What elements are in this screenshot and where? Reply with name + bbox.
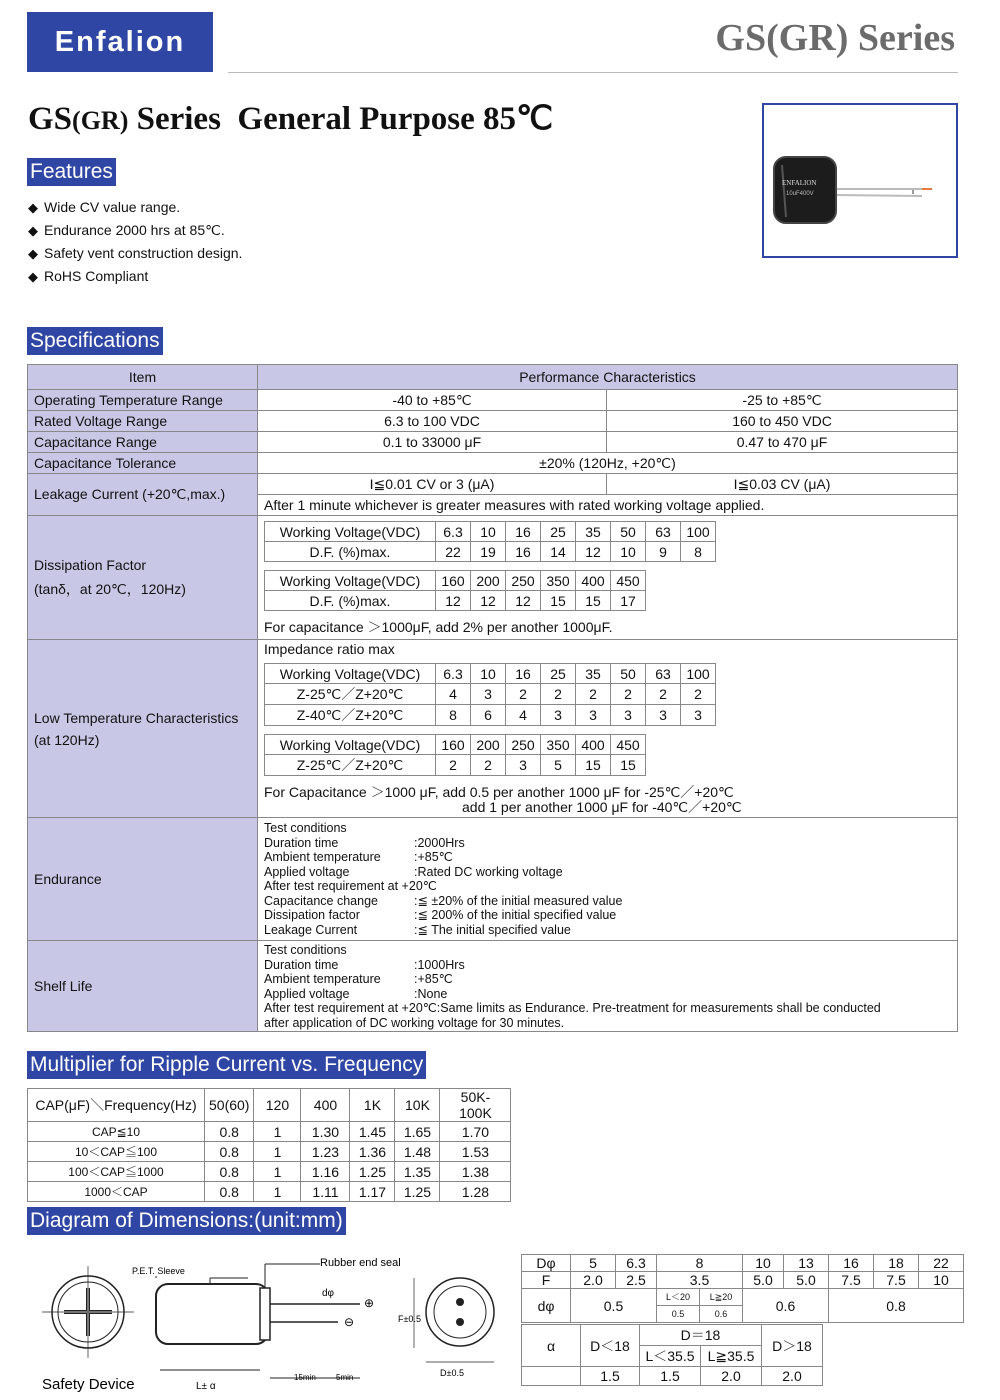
- row-label: Dφ: [522, 1255, 571, 1272]
- shelf-after-2: after application of DC working voltage for 30 minutes.: [264, 1015, 565, 1030]
- df-cell: 15: [576, 591, 611, 611]
- ltc-table-2: [264, 734, 646, 776]
- d-dimension-label: D±0.5: [440, 1368, 464, 1378]
- cell: 1.11: [301, 1182, 350, 1202]
- cell: 5.0: [784, 1272, 829, 1289]
- ripple-heading: Multiplier for Ripple Current vs. Frequency: [27, 1051, 426, 1079]
- kv-key: Ambient temperature: [264, 972, 381, 986]
- table-row: [28, 390, 958, 411]
- capacitor-side-view: [156, 1264, 360, 1378]
- row-label: Operating Temperature Range: [28, 390, 258, 411]
- table-row: [522, 1289, 964, 1306]
- df-cell: 22: [436, 542, 471, 562]
- wv-cell: 200: [471, 571, 506, 591]
- table-row: [28, 411, 958, 432]
- cell: 8: [657, 1255, 743, 1272]
- capacitor-image: [764, 105, 956, 256]
- wv-cell: 100: [681, 664, 716, 684]
- shelf-after-1: After test requirement at +20℃:Same limits as Endurance. Pre-treatment for measurements shall be conducted: [264, 1001, 881, 1015]
- cell: 2.0: [571, 1272, 616, 1289]
- cell: 1.5: [581, 1367, 640, 1386]
- cell: 6.3: [616, 1255, 657, 1272]
- cell: 0.1 to 33000 μF: [258, 432, 607, 453]
- cell: 13: [784, 1255, 829, 1272]
- kv-key: Capacitance change: [264, 893, 378, 908]
- pet-sleeve-label: P.E.T. Sleeve: [132, 1266, 185, 1276]
- kv-key: Ambient temperature: [264, 850, 381, 864]
- wv-label: Working Voltage(VDC): [265, 522, 436, 542]
- cell: L＜35.5: [640, 1346, 701, 1367]
- wv-cell: 6.3: [436, 522, 471, 542]
- table-row: [28, 1162, 511, 1182]
- df-table-1: [264, 521, 716, 562]
- ripple-table: [27, 1088, 511, 1202]
- z25-label: Z-25℃／Z+20℃: [265, 684, 436, 705]
- feature-item: ◆ Safety vent construction design.: [28, 242, 242, 265]
- header-divider: [228, 72, 958, 73]
- ltc-cell: [258, 640, 958, 818]
- df-cell: 17: [611, 591, 646, 611]
- df-cell: 9: [646, 542, 681, 562]
- table-row: [28, 640, 958, 818]
- row-label: Shelf Life: [28, 941, 258, 1032]
- table-row: [28, 941, 958, 1032]
- df-cell: 19: [471, 542, 506, 562]
- ripple-header: 120: [254, 1089, 301, 1122]
- z-cell: 2: [506, 684, 541, 705]
- z-cell: 4: [436, 684, 471, 705]
- cell: 1.53: [440, 1142, 511, 1162]
- row-label: Rated Voltage Range: [28, 411, 258, 432]
- cell: 1.36: [350, 1142, 395, 1162]
- cell: 0.8: [205, 1122, 254, 1142]
- table-row: [522, 1255, 964, 1272]
- rubber-seal-label: Rubber end seal: [320, 1257, 401, 1269]
- wv-cell: 63: [646, 664, 681, 684]
- ltc-note-1: For Capacitance ＞1000 μF, add 0.5 per another 1000 μF for -25℃／+20℃: [264, 784, 734, 800]
- cell: 0.47 to 470 μF: [607, 432, 958, 453]
- cell: I≦0.01 CV or 3 (μA): [258, 474, 607, 495]
- cap-range: 10＜CAP≦100: [28, 1142, 205, 1162]
- cell: 1.25: [350, 1162, 395, 1182]
- cell: 7.5: [874, 1272, 919, 1289]
- df-cell: 14: [541, 542, 576, 562]
- row-label: Capacitance Range: [28, 432, 258, 453]
- cell: 0.6: [743, 1289, 829, 1323]
- wv-cell: 6.3: [436, 664, 471, 684]
- cell: ±20% (120Hz, +20℃): [258, 453, 958, 474]
- ltc-note-2: add 1 per another 1000 μF for -40℃／+20℃: [462, 799, 742, 815]
- ltc-title: Impedance ratio max: [264, 641, 395, 657]
- ltc-label: Low Temperature Characteristics: [34, 709, 239, 726]
- brand-logo: [27, 12, 213, 72]
- f-dimension-label: F±0.5: [398, 1314, 421, 1324]
- z-cell: 3: [646, 705, 681, 726]
- positive-mark: ⊕: [364, 1296, 375, 1310]
- cell: 18: [874, 1255, 919, 1272]
- cap-range: CAP≦10: [28, 1122, 205, 1142]
- df-cell: 12: [436, 591, 471, 611]
- header-item: Item: [28, 365, 258, 390]
- kv-key: Duration time: [264, 835, 339, 850]
- row-label: α: [522, 1325, 581, 1367]
- cap-range: 100＜CAP≦1000: [28, 1162, 205, 1182]
- cell: -40 to +85℃: [258, 390, 607, 411]
- z-cell: 3: [576, 705, 611, 726]
- lead-5-label: 5min: [336, 1373, 354, 1382]
- kv-key: After test requirement at +20℃: [264, 879, 437, 893]
- cell: 1.70: [440, 1122, 511, 1142]
- cell: 1.17: [350, 1182, 395, 1202]
- df-cell: 16: [506, 542, 541, 562]
- cell: L＜20: [657, 1289, 700, 1306]
- specifications-heading: Specifications: [27, 327, 163, 355]
- kv-value: :None: [414, 986, 448, 1001]
- cell: D＞18: [762, 1325, 823, 1367]
- wv-cell: 250: [506, 571, 541, 591]
- ripple-header: 50K-100K: [440, 1089, 511, 1122]
- cell: 3.5: [657, 1272, 743, 1289]
- df-cell: 15: [541, 591, 576, 611]
- cell: 2.0: [762, 1367, 823, 1386]
- feature-item: ◆ Endurance 2000 hrs at 85℃.: [28, 219, 242, 242]
- wv-label: Working Voltage(VDC): [265, 735, 436, 755]
- ripple-header: 1K: [350, 1089, 395, 1122]
- table-row: [28, 432, 958, 453]
- wv-cell: 200: [471, 735, 506, 755]
- wv-cell: 25: [541, 522, 576, 542]
- df-cell: 12: [506, 591, 541, 611]
- wv-cell: 10: [471, 664, 506, 684]
- dimension-table-1: [521, 1254, 964, 1323]
- wv-cell: 63: [646, 522, 681, 542]
- cell: 7.5: [829, 1272, 874, 1289]
- cell: 1.48: [395, 1142, 440, 1162]
- title-rest: Series General Purpose 85℃: [128, 101, 554, 137]
- feature-item: ◆ Wide CV value range.: [28, 196, 242, 219]
- shelf-cell: [258, 941, 958, 1032]
- df-cell: 12: [576, 542, 611, 562]
- cell: 1.28: [440, 1182, 511, 1202]
- dimensions-heading: Diagram of Dimensions:(unit:mm): [27, 1207, 346, 1235]
- cell: 6.3 to 100 VDC: [258, 411, 607, 432]
- z-cell: 2: [681, 684, 716, 705]
- table-row: [28, 1142, 511, 1162]
- kv-value: :≦ ±20% of the initial measured value: [414, 893, 623, 908]
- cell: I≦0.03 CV (μA): [607, 474, 958, 495]
- cell: 1.35: [395, 1162, 440, 1182]
- wv-cell: 160: [436, 571, 471, 591]
- cap-range: 1000＜CAP: [28, 1182, 205, 1202]
- wv-cell: 10: [471, 522, 506, 542]
- df-label: D.F. (%)max.: [265, 591, 436, 611]
- z-cell: 2: [576, 684, 611, 705]
- kv-key: Applied voltage: [264, 864, 350, 879]
- df-cell: 8: [681, 542, 716, 562]
- wv-cell: 100: [681, 522, 716, 542]
- cell: 0.8: [205, 1142, 254, 1162]
- ripple-header: CAP(μF)＼Frequency(Hz): [28, 1089, 205, 1122]
- kv-value: :1000Hrs: [414, 957, 465, 972]
- wv-cell: 16: [506, 664, 541, 684]
- z25-label: Z-25℃／Z+20℃: [265, 755, 436, 776]
- kv-value: :≦ The initial specified value: [414, 922, 571, 937]
- kv-value: :+85℃: [414, 850, 453, 864]
- series-title: GS(GR) Series: [715, 17, 955, 59]
- z-cell: 3: [611, 705, 646, 726]
- table-row: [522, 1367, 823, 1386]
- kv-key: Applied voltage: [264, 986, 350, 1001]
- header-performance: Performance Characteristics: [258, 365, 958, 390]
- cell: 1: [254, 1122, 301, 1142]
- ltc-table-1: [264, 663, 716, 726]
- z-cell: 2: [436, 755, 471, 776]
- kv-value: :+85℃: [414, 972, 453, 986]
- z-cell: 3: [541, 705, 576, 726]
- features-list: [28, 196, 242, 288]
- df-cell: [258, 516, 958, 640]
- table-row: [28, 453, 958, 474]
- ltc-label-sub: (at 120Hz): [34, 731, 100, 748]
- wv-cell: 50: [611, 664, 646, 684]
- df-label: D.F. (%)max.: [265, 542, 436, 562]
- cell: 160 to 450 VDC: [607, 411, 958, 432]
- cell: 1.16: [301, 1162, 350, 1182]
- cell: 1.38: [440, 1162, 511, 1182]
- kv-value: :Rated DC working voltage: [414, 864, 563, 879]
- kv-key: Duration time: [264, 957, 339, 972]
- dimension-table-2: [521, 1324, 823, 1386]
- photo-brand: ENFALION: [782, 179, 817, 187]
- dimensions-drawing: [20, 1250, 510, 1396]
- z-cell: 2: [646, 684, 681, 705]
- cell: 5.0: [743, 1272, 784, 1289]
- cell: 1: [254, 1182, 301, 1202]
- df-cell: 12: [471, 591, 506, 611]
- row-label: Endurance: [28, 818, 258, 941]
- cell: 1.5: [640, 1367, 701, 1386]
- wv-cell: 35: [576, 522, 611, 542]
- kv-key: Test conditions: [264, 821, 347, 835]
- cell: [522, 1367, 581, 1386]
- table-row: [28, 1122, 511, 1142]
- cell: 1.65: [395, 1122, 440, 1142]
- wv-cell: 25: [541, 664, 576, 684]
- z-cell: 4: [506, 705, 541, 726]
- cell: 1.45: [350, 1122, 395, 1142]
- cell: 0.8: [205, 1162, 254, 1182]
- z-cell: 2: [471, 755, 506, 776]
- cell: 1.25: [395, 1182, 440, 1202]
- z-cell: 8: [436, 705, 471, 726]
- cell: 0.8: [829, 1289, 964, 1323]
- df-label: Dissipation Factor: [34, 556, 147, 573]
- specifications-table: [27, 364, 958, 1032]
- product-photo: [762, 103, 958, 258]
- cell: -25 to +85℃: [607, 390, 958, 411]
- capacitor-end-view: [414, 1278, 494, 1362]
- z-cell: 3: [681, 705, 716, 726]
- endurance-cell: [258, 818, 958, 941]
- cell: 16: [829, 1255, 874, 1272]
- cell: 0.6: [700, 1306, 743, 1323]
- z-cell: 15: [576, 755, 611, 776]
- table-row: [522, 1325, 823, 1346]
- table-row: [28, 516, 958, 640]
- cell: 10: [919, 1272, 964, 1289]
- wv-cell: 16: [506, 522, 541, 542]
- lead-diameter-label: dφ: [322, 1288, 335, 1299]
- z40-label: Z-40℃／Z+20℃: [265, 705, 436, 726]
- feature-item: ◆ RoHS Compliant: [28, 265, 242, 288]
- kv-key: Leakage Current: [264, 922, 358, 937]
- df-cell: 10: [611, 542, 646, 562]
- cell: 2.0: [701, 1367, 762, 1386]
- leakage-note: After 1 minute whichever is greater measures with rated working voltage applied.: [258, 495, 958, 516]
- df-label-sub: (tanδ，at 20℃，120Hz): [34, 580, 186, 597]
- lead-15-label: 15min: [294, 1373, 316, 1382]
- cell: 1.23: [301, 1142, 350, 1162]
- df-note: For capacitance ＞1000μF, add 2% per another 1000μF.: [264, 619, 613, 635]
- wv-cell: 50: [611, 522, 646, 542]
- wv-cell: 450: [611, 735, 646, 755]
- wv-cell: 350: [541, 571, 576, 591]
- table-header-row: [28, 365, 958, 390]
- cell: 1.30: [301, 1122, 350, 1142]
- ripple-header: 50(60): [205, 1089, 254, 1122]
- photo-marking: 10uF400V: [786, 191, 814, 197]
- wv-label: Working Voltage(VDC): [265, 664, 436, 684]
- z-cell: 5: [541, 755, 576, 776]
- features-heading: Features: [27, 158, 116, 186]
- table-row: [28, 1182, 511, 1202]
- cell: L≧35.5: [701, 1346, 762, 1367]
- z-cell: 6: [471, 705, 506, 726]
- cell: 0.8: [205, 1182, 254, 1202]
- cell: 5: [571, 1255, 616, 1272]
- ltc-note: [264, 785, 951, 815]
- df-table-2: [264, 570, 646, 611]
- cell: 0.5: [657, 1306, 700, 1323]
- kv-key: Dissipation factor: [264, 908, 360, 922]
- table-row: [522, 1272, 964, 1289]
- kv-value: :≦ 200% of the initial specified value: [414, 908, 617, 922]
- cell: L≧20: [700, 1289, 743, 1306]
- z-cell: 2: [541, 684, 576, 705]
- safety-device-icon: [42, 1266, 134, 1358]
- row-label: dφ: [522, 1289, 571, 1323]
- cell: 10: [743, 1255, 784, 1272]
- cell: D＝18: [640, 1325, 762, 1346]
- page-title: [28, 98, 553, 138]
- kv-key: Test conditions: [264, 943, 347, 957]
- wv-label: Working Voltage(VDC): [265, 571, 436, 591]
- row-label: F: [522, 1272, 571, 1289]
- z-cell: 3: [506, 755, 541, 776]
- cell: 2.5: [616, 1272, 657, 1289]
- negative-mark: ⊖: [344, 1315, 355, 1329]
- table-row: [28, 818, 958, 941]
- title-gr: (GR): [72, 106, 129, 135]
- wv-cell: 400: [576, 735, 611, 755]
- table-header-row: [28, 1089, 511, 1122]
- kv-value: :2000Hrs: [414, 835, 465, 850]
- cell: 22: [919, 1255, 964, 1272]
- wv-cell: 35: [576, 664, 611, 684]
- row-label: Leakage Current (+20℃,max.): [28, 474, 258, 516]
- z-cell: 2: [611, 684, 646, 705]
- cell: 0.5: [571, 1289, 657, 1323]
- wv-cell: 450: [611, 571, 646, 591]
- safety-device-label: Safety Device: [42, 1376, 135, 1393]
- table-row: [28, 474, 958, 495]
- ripple-header: 10K: [395, 1089, 440, 1122]
- cell: D＜18: [581, 1325, 640, 1367]
- row-label: [28, 640, 258, 818]
- cell: 1: [254, 1162, 301, 1182]
- wv-cell: 160: [436, 735, 471, 755]
- row-label: Capacitance Tolerance: [28, 453, 258, 474]
- wv-cell: 350: [541, 735, 576, 755]
- length-label: L± α: [196, 1381, 216, 1392]
- logo-text: Enfalion: [54, 25, 186, 58]
- wv-cell: 250: [506, 735, 541, 755]
- z-cell: 3: [471, 684, 506, 705]
- wv-cell: 400: [576, 571, 611, 591]
- z-cell: 15: [611, 755, 646, 776]
- row-label: [28, 516, 258, 640]
- cell: 1: [254, 1142, 301, 1162]
- title-prefix: GS: [28, 101, 73, 137]
- ripple-header: 400: [301, 1089, 350, 1122]
